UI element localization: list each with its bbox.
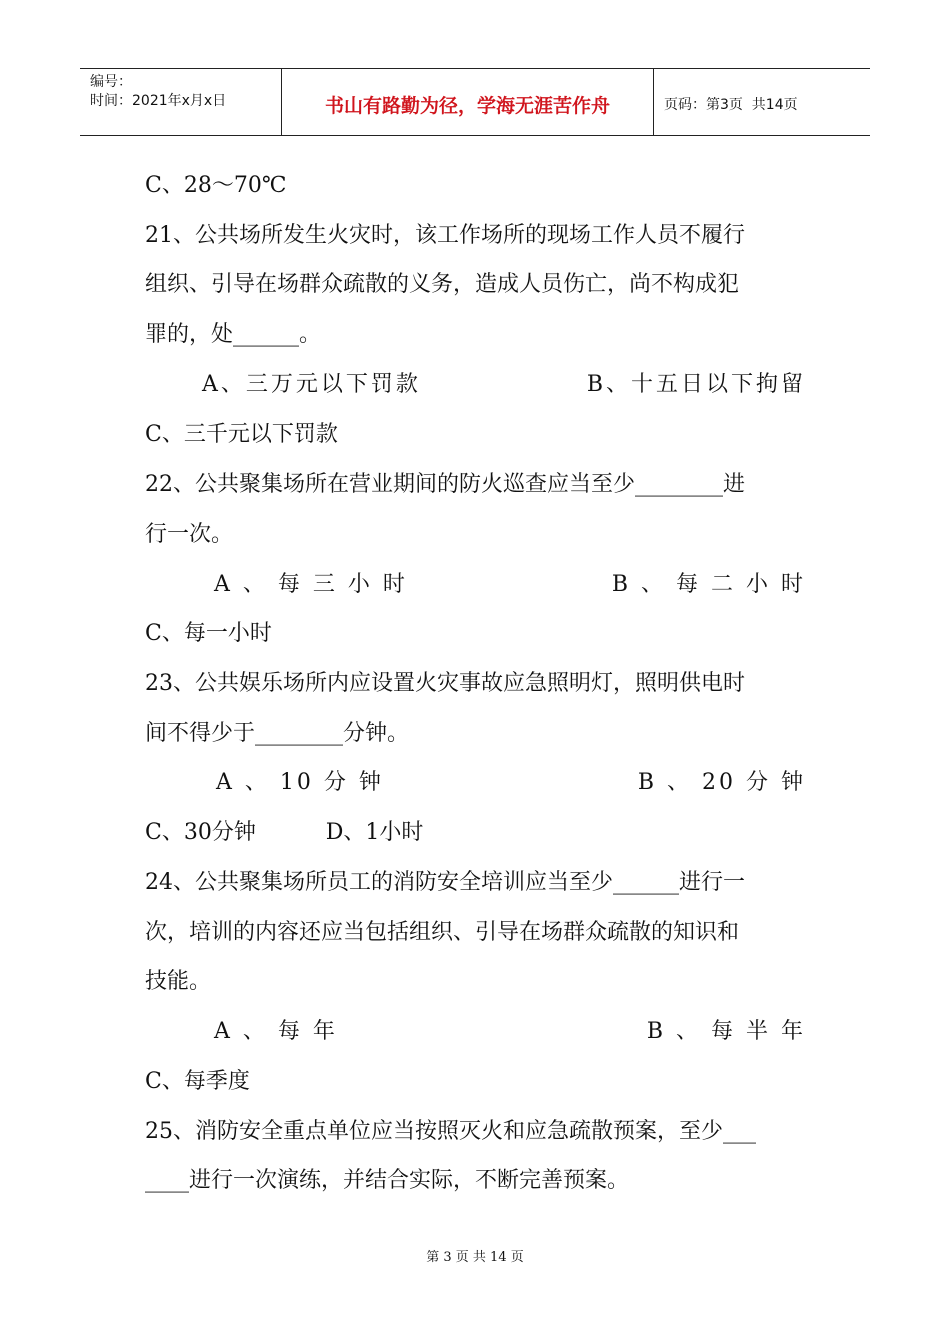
header-motto: 书山有路勤为径，学海无涯苦作舟 bbox=[282, 69, 654, 135]
question-21-line: 罪的，处______。 bbox=[145, 322, 322, 347]
question-21-line: 21、公共场所发生火灾时，该工作场所的现场工作人员不履行 bbox=[145, 223, 745, 248]
q23-option-a: A 、 10 分 钟 bbox=[216, 770, 384, 795]
q21-option-c: C、三千元以下罚款 bbox=[145, 422, 338, 447]
q21-option-a: A、三万元以下罚款 bbox=[202, 372, 421, 397]
page-footer: 第 3 页 共 14 页 bbox=[426, 1250, 524, 1265]
question-24-line: 24、公共聚集场所员工的消防安全培训应当至少______进行一 bbox=[145, 870, 745, 895]
q21-option-b: B、十五日以下拘留 bbox=[586, 372, 806, 397]
q23-option-c-d: C、30分钟 D、1小时 bbox=[145, 820, 424, 845]
document-header bbox=[80, 68, 870, 136]
time-label: 时间：2021年x月x日 bbox=[90, 93, 227, 109]
q22-option-b: B 、 每 二 小 时 bbox=[611, 572, 806, 597]
serial-label: 编号： bbox=[90, 74, 132, 90]
q22-option-a: A 、 每 三 小 时 bbox=[214, 572, 408, 597]
question-21-line: 组织、引导在场群众疏散的义务，造成人员伤亡，尚不构成犯 bbox=[145, 272, 740, 297]
header-page-info: 页码：第3页 共14页 bbox=[664, 97, 798, 113]
question-25-line: 25、消防安全重点单位应当按照灭火和应急疏散预案，至少___ bbox=[145, 1119, 756, 1144]
q22-option-c: C、每一小时 bbox=[145, 621, 272, 646]
question-22-line: 行一次。 bbox=[145, 522, 234, 547]
q23-option-b: B 、 20 分 钟 bbox=[637, 770, 806, 795]
question-23-line: 间不得少于________分钟。 bbox=[145, 721, 410, 746]
question-22-line: 22、公共聚集场所在营业期间的防火巡查应当至少________进 bbox=[145, 472, 745, 497]
header-meta bbox=[80, 69, 282, 135]
q24-option-c: C、每季度 bbox=[145, 1069, 250, 1094]
question-24-line: 技能。 bbox=[145, 969, 212, 994]
q24-option-b: B 、 每 半 年 bbox=[646, 1019, 806, 1044]
question-24-line: 次，培训的内容还应当包括组织、引导在场群众疏散的知识和 bbox=[145, 920, 740, 945]
answer-option-line: C、28～70℃ bbox=[145, 173, 287, 198]
question-25-line: ____进行一次演练，并结合实际，不断完善预案。 bbox=[145, 1168, 630, 1193]
q24-option-a: A 、 每 年 bbox=[214, 1019, 338, 1044]
question-23-line: 23、公共娱乐场所内应设置火灾事故应急照明灯，照明供电时 bbox=[145, 671, 745, 696]
